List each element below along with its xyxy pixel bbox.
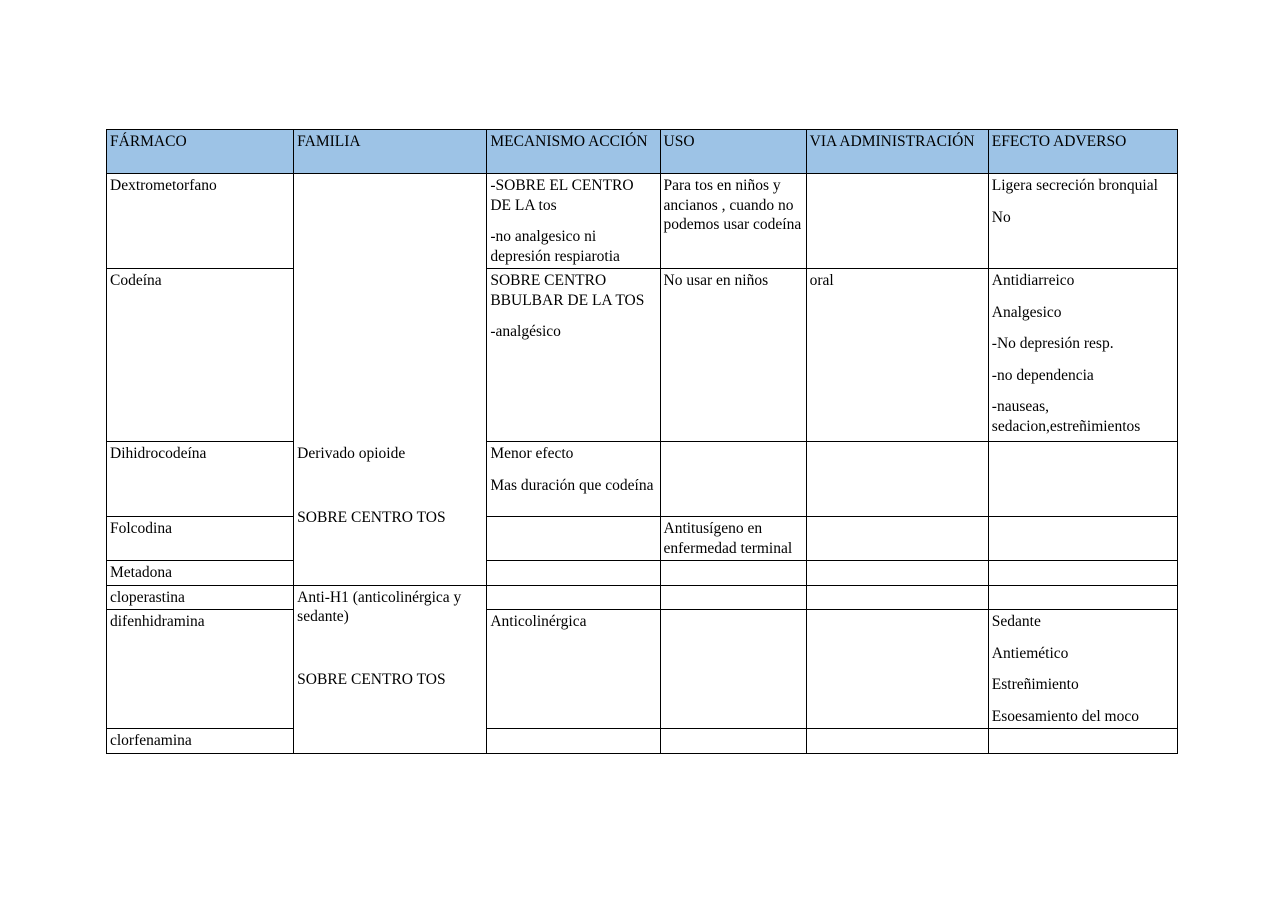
adverse-line: -No depresión resp.: [991, 335, 1114, 352]
adverse-line: Analgesico: [991, 303, 1062, 321]
header-drug: FÁRMACO: [107, 130, 294, 174]
mechanism-cell: [487, 585, 660, 610]
header-mechanism: MECANISMO ACCIÓN: [487, 130, 660, 174]
adverse-cell: [988, 561, 1177, 586]
mechanism-cell: [487, 729, 660, 754]
adverse-cell: [988, 174, 1177, 269]
mechanism-line: -no analgesico ni depresión respiarotia: [490, 228, 620, 265]
table-row: [107, 174, 1178, 269]
mechanism-cell: [487, 561, 660, 586]
table-row: [107, 729, 1178, 754]
drug-cell: clorfenamina: [107, 729, 294, 754]
drug-cell: Dextrometorfano: [107, 174, 294, 269]
adverse-line: Sedante: [991, 613, 1041, 630]
drug-table: [106, 129, 1178, 754]
route-cell: [806, 517, 988, 561]
use-cell: [660, 585, 806, 610]
header-adverse: EFECTO ADVERSO: [988, 130, 1177, 174]
mechanism-cell: [487, 174, 660, 269]
table-row: [107, 561, 1178, 586]
mechanism-cell: [487, 269, 660, 442]
mechanism-line: Anticolinérgica: [490, 613, 587, 630]
header-family: FAMILIA: [294, 130, 487, 174]
adverse-line: -no dependencia: [991, 366, 1094, 384]
use-cell: [660, 610, 806, 729]
adverse-cell: [988, 585, 1177, 610]
table-row: [107, 517, 1178, 561]
adverse-line: Antiemético: [991, 644, 1069, 662]
adverse-cell: [988, 610, 1177, 729]
route-cell: [806, 442, 988, 517]
mechanism-line: -SOBRE EL CENTRO DE LA tos: [490, 177, 634, 214]
adverse-line: Antidiarreico: [991, 272, 1075, 289]
family-sublabel: SOBRE CENTRO TOS: [297, 508, 446, 526]
drug-cell: Dihidrocodeína: [107, 442, 294, 517]
header-row: [107, 130, 1178, 174]
use-cell: [660, 442, 806, 517]
drug-cell: Folcodina: [107, 517, 294, 561]
route-cell: [806, 729, 988, 754]
family-cell-antih1: [294, 585, 487, 753]
header-route: VIA ADMINISTRACIÓN: [806, 130, 988, 174]
family-label: Anti-H1 (anticolinérgica y sedante): [297, 588, 462, 625]
route-cell: [806, 174, 988, 269]
use-cell: [660, 729, 806, 754]
mechanism-line: -analgésico: [490, 323, 561, 340]
table-row: [107, 585, 1178, 610]
family-label: Derivado opioide: [297, 445, 406, 462]
route-cell: oral: [806, 269, 988, 442]
use-cell: No usar en niños: [660, 269, 806, 442]
adverse-cell: [988, 517, 1177, 561]
route-cell: [806, 610, 988, 729]
table-row: [107, 442, 1178, 517]
table-row: [107, 269, 1178, 442]
mechanism-cell: [487, 442, 660, 517]
adverse-line: Esoesamiento del moco: [991, 707, 1139, 725]
adverse-line: Estreñimiento: [991, 676, 1079, 693]
drug-cell: Codeína: [107, 269, 294, 442]
adverse-cell: [988, 729, 1177, 754]
mechanism-cell: [487, 610, 660, 729]
mechanism-line: Mas duración que codeína: [490, 476, 654, 494]
family-sublabel: SOBRE CENTRO TOS: [297, 670, 446, 688]
adverse-cell: [988, 442, 1177, 517]
mechanism-cell: [487, 517, 660, 561]
family-cell-opioid: [294, 174, 487, 586]
drug-cell: cloperastina: [107, 585, 294, 610]
route-cell: [806, 585, 988, 610]
adverse-line: Ligera secreción bronquial: [991, 177, 1158, 194]
use-cell: Antitusígeno en enfermedad terminal: [660, 517, 806, 561]
adverse-cell: [988, 269, 1177, 442]
mechanism-line: SOBRE CENTRO BBULBAR DE LA TOS: [490, 272, 645, 309]
drug-cell: difenhidramina: [107, 610, 294, 729]
mechanism-line: Menor efecto: [490, 445, 574, 462]
adverse-line: No: [991, 208, 1011, 226]
header-use: USO: [660, 130, 806, 174]
drug-cell: Metadona: [107, 561, 294, 586]
table-row: [107, 610, 1178, 729]
adverse-line: -nauseas, sedacion,estreñimientos: [991, 398, 1141, 435]
route-cell: [806, 561, 988, 586]
use-cell: Para tos en niños y ancianos , cuando no podemos usar codeína: [660, 174, 806, 269]
use-cell: [660, 561, 806, 586]
